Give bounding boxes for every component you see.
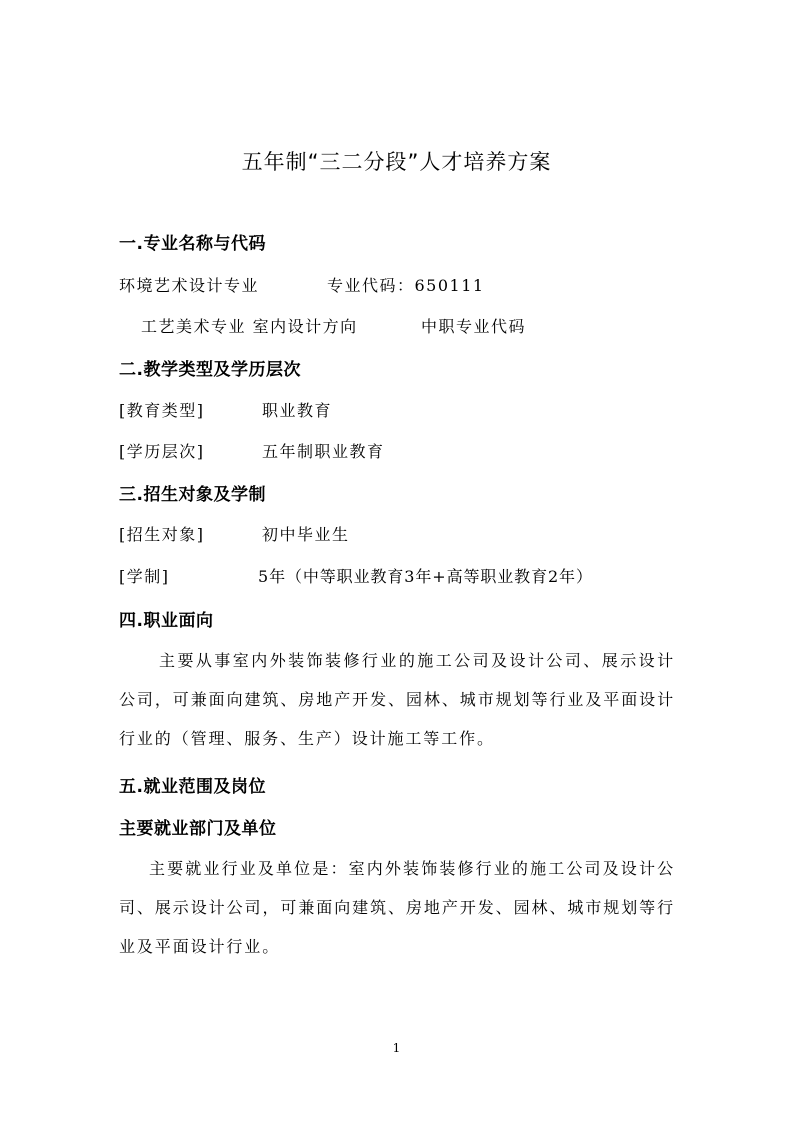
secondary-major-code: 中职专业代码 (421, 317, 527, 336)
education-level-value: 五年制职业教育 (262, 442, 385, 461)
section-heading-enrollment: 三.招生对象及学制 (119, 485, 266, 505)
employment-subheading: 主要就业部门及单位 (119, 819, 277, 839)
study-duration-value: 5年（中等职业教育3年+高等职业教育2年） (258, 567, 593, 586)
employment-paragraph-text: 主要就业行业及单位是：室内外装饰装修行业的施工公司及设计公司、展示设计公司，可兼面向建筑、房地产开发、园林、城市规划等行业及平面设计行业。 (119, 859, 675, 956)
section-heading-employment: 五.就业范围及岗位 (119, 777, 266, 797)
education-type-label: [教育类型] (119, 401, 205, 420)
document-title: 五年制“三二分段”人才培养方案 (241, 150, 552, 174)
study-duration-label: [学制] (119, 567, 170, 586)
career-paragraph (119, 641, 675, 758)
major-code: 专业代码：650111 (327, 276, 485, 295)
section-heading-major: 一.专业名称与代码 (119, 234, 266, 254)
page-number: 1 (392, 1041, 401, 1055)
enrollment-target-value: 初中毕业生 (262, 525, 350, 544)
section-heading-education-type: 二.教学类型及学历层次 (119, 360, 301, 380)
secondary-major: 工艺美术专业 室内设计方向 (141, 317, 358, 336)
major-name: 环境艺术设计专业 (119, 276, 260, 295)
education-level-label: [学历层次] (119, 442, 205, 461)
education-type-value: 职业教育 (262, 401, 333, 420)
employment-paragraph (119, 849, 675, 966)
enrollment-target-label: [招生对象] (119, 525, 205, 544)
career-paragraph-text: 主要从事室内外装饰装修行业的施工公司及设计公司、展示设计公司，可兼面向建筑、房地产开发、园林、城市规划等行业及平面设计行业的（管理、服务、生产）设计施工等工作。 (119, 651, 675, 748)
section-heading-career: 四.职业面向 (119, 611, 214, 631)
